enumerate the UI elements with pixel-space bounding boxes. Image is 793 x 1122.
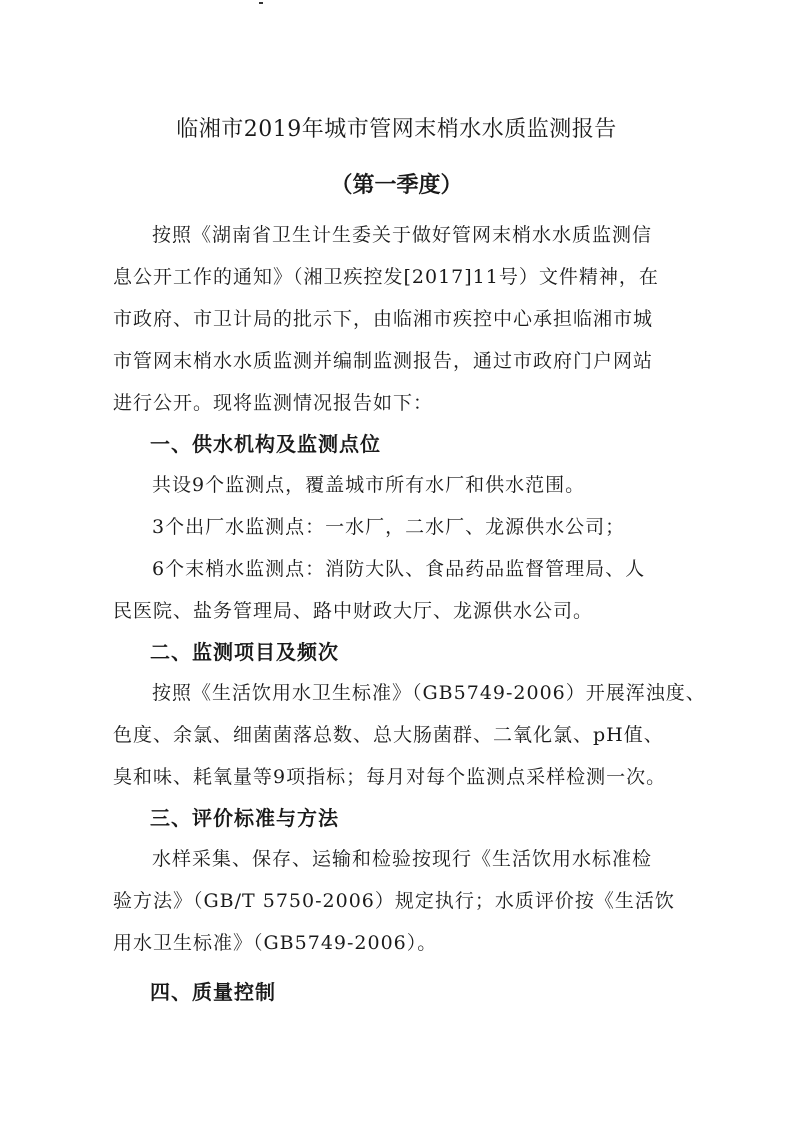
intro-line: 市政府、市卫计局的批示下，由临湘市疾控中心承担临湘市城 [113,308,654,330]
section2-line: 臭和味、耗氧量等9项指标；每月对每个监测点采样检测一次。 [113,766,667,788]
intro-line: 按照《湖南省卫生计生委关于做好管网末梢水水质监测信 [152,224,653,246]
section1-line: 3个出厂水监测点：一水厂，二水厂、龙源供水公司； [152,516,626,538]
document-title: 临湘市2019年城市管网末梢水水质监测报告 [176,117,617,142]
intro-line: 息公开工作的通知》（湘卫疾控发[2017]11号）文件精神，在 [113,266,659,288]
section-heading: 一、供水机构及监测点位 [150,432,381,456]
intro-line: 市管网末梢水水质监测并编制监测报告，通过市政府门户网站 [113,350,654,372]
section-heading: 三、评价标准与方法 [150,806,339,830]
section1-line: 民医院、盐务管理局、路中财政大厅、龙源供水公司。 [113,600,594,622]
intro-line: 进行公开。现将监测情况报告如下： [113,392,434,414]
document-subtitle: （第一季度） [330,172,463,198]
section-heading: 二、监测项目及频次 [150,640,339,664]
section1-line: 共设9个监测点，覆盖城市所有水厂和供水范围。 [152,474,586,496]
scan-mark [259,2,263,4]
section2-line: 色度、余氯、细菌菌落总数、总大肠菌群、二氧化氯、pH值、 [113,724,664,746]
section3-line: 验方法》（GB/T 5750-2006）规定执行；水质评价按《生活饮 [113,890,675,912]
section3-line: 用水卫生标准》（GB5749-2006）。 [113,932,438,954]
section2-line: 按照《生活饮用水卫生标准》（GB5749-2006）开展浑浊度、 [152,682,706,704]
section3-line: 水样采集、保存、运输和检验按现行《生活饮用水标准检 [152,848,653,870]
section1-line: 6个末梢水监测点：消防大队、食品药品监督管理局、人 [152,558,646,580]
section-heading: 四、质量控制 [150,980,276,1004]
